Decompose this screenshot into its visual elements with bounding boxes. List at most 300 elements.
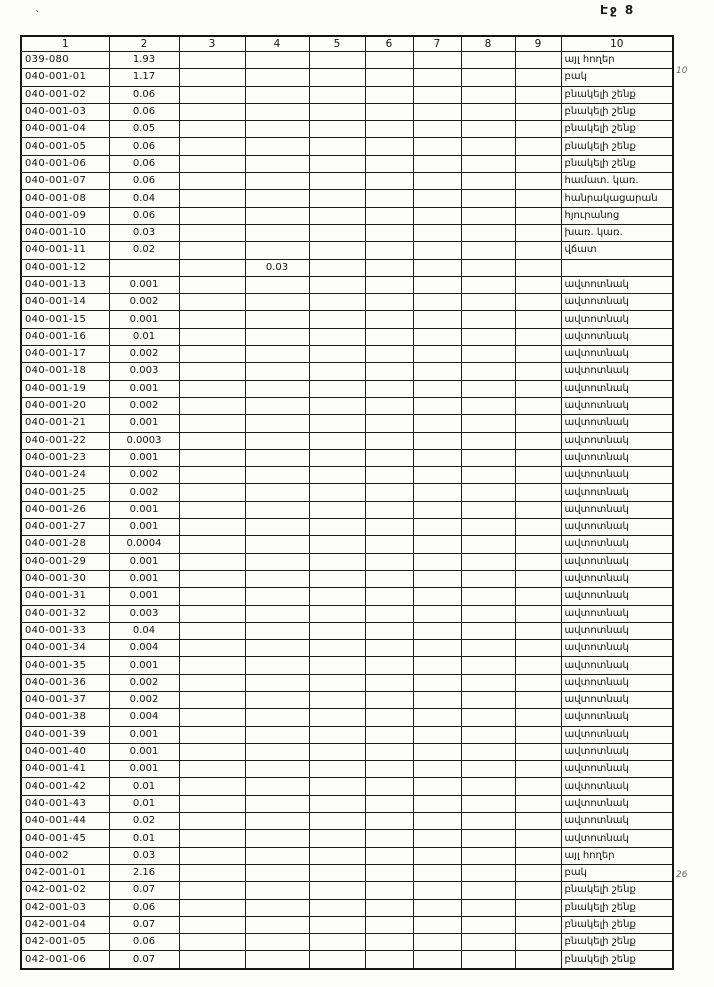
- table-row: [21, 242, 673, 259]
- cell-col5: [309, 328, 365, 345]
- cell-col8: [461, 138, 515, 155]
- cell-code: 040-001-24: [21, 467, 109, 484]
- cell-type: բնակելի շենք: [561, 934, 673, 951]
- cell-type: ավտոտնակ: [561, 657, 673, 674]
- cell-col5: [309, 674, 365, 691]
- cell-col4: [245, 69, 309, 86]
- cell-area: 0.002: [109, 346, 179, 363]
- cell-col7: [413, 588, 461, 605]
- cell-col8: [461, 951, 515, 969]
- cell-col5: [309, 121, 365, 138]
- table-row: [21, 934, 673, 951]
- cell-code: 040-002: [21, 847, 109, 864]
- cell-col9: [515, 328, 561, 345]
- cell-col4: [245, 588, 309, 605]
- cell-col6: [365, 363, 413, 380]
- cell-code: 040-001-17: [21, 346, 109, 363]
- cell-col6: [365, 311, 413, 328]
- cell-col6: [365, 294, 413, 311]
- cell-col4: [245, 951, 309, 969]
- cell-type: ավտոտնակ: [561, 415, 673, 432]
- cell-area: 0.07: [109, 882, 179, 899]
- cell-col3: [179, 657, 245, 674]
- cell-col9: [515, 173, 561, 190]
- table-row: [21, 432, 673, 449]
- cell-col3: [179, 761, 245, 778]
- cell-col3: [179, 830, 245, 847]
- table-row: [21, 726, 673, 743]
- cell-col6: [365, 709, 413, 726]
- cell-col4: [245, 709, 309, 726]
- cell-col5: [309, 484, 365, 501]
- cell-code: 040-001-02: [21, 86, 109, 103]
- page-number-label: Էջ 8: [600, 3, 636, 17]
- table-row: [21, 415, 673, 432]
- cell-col6: [365, 259, 413, 276]
- cell-col9: [515, 276, 561, 293]
- cell-code: 040-001-22: [21, 432, 109, 449]
- cell-col6: [365, 951, 413, 969]
- cell-col9: [515, 570, 561, 587]
- cell-col4: [245, 916, 309, 933]
- cell-type: ավտոտնակ: [561, 709, 673, 726]
- table-row: [21, 882, 673, 899]
- cell-col7: [413, 207, 461, 224]
- cell-col8: [461, 899, 515, 916]
- cell-col4: [245, 691, 309, 708]
- cell-code: 040-001-45: [21, 830, 109, 847]
- cell-col6: [365, 830, 413, 847]
- cell-col8: [461, 674, 515, 691]
- table-row: [21, 103, 673, 120]
- cell-col5: [309, 622, 365, 639]
- cell-area: 0.001: [109, 311, 179, 328]
- cell-col9: [515, 934, 561, 951]
- table-row: [21, 570, 673, 587]
- cell-col4: [245, 86, 309, 103]
- cell-col4: [245, 103, 309, 120]
- cell-area: 0.07: [109, 916, 179, 933]
- cell-col7: [413, 415, 461, 432]
- cell-area: 0.01: [109, 830, 179, 847]
- column-header-7: 7: [413, 36, 461, 52]
- cell-area: 0.05: [109, 121, 179, 138]
- cell-code: 040-001-15: [21, 311, 109, 328]
- cell-col8: [461, 103, 515, 120]
- table-row: [21, 691, 673, 708]
- cell-col5: [309, 934, 365, 951]
- cell-col7: [413, 743, 461, 760]
- cell-col9: [515, 813, 561, 830]
- cell-code: 040-001-38: [21, 709, 109, 726]
- cell-col5: [309, 363, 365, 380]
- cell-col8: [461, 657, 515, 674]
- cell-code: 040-001-40: [21, 743, 109, 760]
- cell-type: ավտոտնակ: [561, 588, 673, 605]
- cell-type: ավտոտնակ: [561, 640, 673, 657]
- cell-code: 040-001-04: [21, 121, 109, 138]
- table-row: [21, 536, 673, 553]
- cell-type: ավտոտնակ: [561, 553, 673, 570]
- table-row: [21, 467, 673, 484]
- cell-col5: [309, 795, 365, 812]
- cell-code: 040-001-14: [21, 294, 109, 311]
- table-row: [21, 778, 673, 795]
- cell-col6: [365, 155, 413, 172]
- cell-area: [109, 259, 179, 276]
- cell-col6: [365, 484, 413, 501]
- cell-col5: [309, 743, 365, 760]
- cell-code: 042-001-01: [21, 864, 109, 881]
- cell-col5: [309, 501, 365, 518]
- cell-col4: [245, 224, 309, 241]
- cell-type: ավտոտնակ: [561, 467, 673, 484]
- cell-type: ավտոտնակ: [561, 674, 673, 691]
- table-header-row: [21, 36, 673, 52]
- cell-col6: [365, 432, 413, 449]
- cell-area: 0.07: [109, 951, 179, 969]
- cell-col4: [245, 934, 309, 951]
- cell-col5: [309, 138, 365, 155]
- table-row: [21, 622, 673, 639]
- table-row: [21, 363, 673, 380]
- cell-col4: [245, 864, 309, 881]
- cell-col5: [309, 882, 365, 899]
- cell-type: ավտոտնակ: [561, 795, 673, 812]
- cell-code: 040-001-16: [21, 328, 109, 345]
- cell-col5: [309, 553, 365, 570]
- cell-col7: [413, 86, 461, 103]
- cell-col5: [309, 173, 365, 190]
- cell-type: ավտոտնակ: [561, 761, 673, 778]
- cell-col7: [413, 52, 461, 69]
- cell-col8: [461, 761, 515, 778]
- cell-col6: [365, 553, 413, 570]
- cell-type: ավտոտնակ: [561, 380, 673, 397]
- cell-col4: 0.03: [245, 259, 309, 276]
- cell-col9: [515, 294, 561, 311]
- cell-code: 040-001-39: [21, 726, 109, 743]
- cell-col8: [461, 519, 515, 536]
- cell-area: 0.04: [109, 622, 179, 639]
- cell-col7: [413, 519, 461, 536]
- cell-col9: [515, 899, 561, 916]
- cell-col6: [365, 570, 413, 587]
- table-row: [21, 190, 673, 207]
- cell-type: այլ հողեր: [561, 847, 673, 864]
- cell-code: 040-001-30: [21, 570, 109, 587]
- cell-col6: [365, 190, 413, 207]
- cell-col3: [179, 69, 245, 86]
- cell-col3: [179, 709, 245, 726]
- cell-code: 040-001-34: [21, 640, 109, 657]
- cell-type: ավտոտնակ: [561, 449, 673, 466]
- cell-code: 040-001-12: [21, 259, 109, 276]
- cell-col5: [309, 52, 365, 69]
- cell-code: 040-001-27: [21, 519, 109, 536]
- table-row: [21, 346, 673, 363]
- table-row: [21, 761, 673, 778]
- cell-col3: [179, 519, 245, 536]
- cell-col8: [461, 432, 515, 449]
- cell-col8: [461, 69, 515, 86]
- cell-col8: [461, 380, 515, 397]
- cell-type: ավտոտնակ: [561, 432, 673, 449]
- cell-col7: [413, 380, 461, 397]
- cell-code: 040-001-33: [21, 622, 109, 639]
- cell-col6: [365, 207, 413, 224]
- table-row: [21, 864, 673, 881]
- cell-col7: [413, 397, 461, 414]
- cell-col3: [179, 52, 245, 69]
- cell-area: 0.06: [109, 103, 179, 120]
- cell-col7: [413, 622, 461, 639]
- cell-col4: [245, 657, 309, 674]
- cell-col8: [461, 190, 515, 207]
- cell-col5: [309, 761, 365, 778]
- cell-col8: [461, 864, 515, 881]
- cell-area: 0.02: [109, 242, 179, 259]
- cell-area: 0.002: [109, 674, 179, 691]
- cell-col5: [309, 726, 365, 743]
- cell-area: 0.004: [109, 709, 179, 726]
- cell-col3: [179, 847, 245, 864]
- cell-col8: [461, 173, 515, 190]
- cell-type: ավտոտնակ: [561, 622, 673, 639]
- cell-col4: [245, 294, 309, 311]
- cell-code: 040-001-20: [21, 397, 109, 414]
- cell-col3: [179, 467, 245, 484]
- cell-col6: [365, 691, 413, 708]
- cell-type: ավտոտնակ: [561, 311, 673, 328]
- cell-col9: [515, 864, 561, 881]
- cell-area: 2.16: [109, 864, 179, 881]
- cell-col9: [515, 726, 561, 743]
- column-header-1: 1: [21, 36, 109, 52]
- cell-col8: [461, 328, 515, 345]
- cell-type: համատ. կառ.: [561, 173, 673, 190]
- cell-col9: [515, 622, 561, 639]
- cell-col6: [365, 882, 413, 899]
- cell-col8: [461, 795, 515, 812]
- cell-col8: [461, 276, 515, 293]
- cell-col6: [365, 52, 413, 69]
- cell-code: 040-001-35: [21, 657, 109, 674]
- cell-col5: [309, 605, 365, 622]
- table-row: [21, 795, 673, 812]
- cell-col4: [245, 449, 309, 466]
- table-row: [21, 657, 673, 674]
- cell-col4: [245, 519, 309, 536]
- cell-col4: [245, 328, 309, 345]
- cell-type: ավտոտնակ: [561, 830, 673, 847]
- cell-code: 040-001-10: [21, 224, 109, 241]
- cell-col8: [461, 259, 515, 276]
- cell-col4: [245, 761, 309, 778]
- cell-col7: [413, 501, 461, 518]
- cell-col4: [245, 415, 309, 432]
- cell-type: ավտոտնակ: [561, 726, 673, 743]
- cell-type: ավտոտնակ: [561, 294, 673, 311]
- cell-col7: [413, 276, 461, 293]
- table-row: [21, 259, 673, 276]
- cell-col8: [461, 294, 515, 311]
- cell-col5: [309, 432, 365, 449]
- table-row: [21, 830, 673, 847]
- cell-col3: [179, 328, 245, 345]
- cell-area: 0.03: [109, 224, 179, 241]
- cell-type: ավտոտնակ: [561, 605, 673, 622]
- cell-col3: [179, 432, 245, 449]
- cell-type: բակ: [561, 69, 673, 86]
- cell-col5: [309, 467, 365, 484]
- cell-col7: [413, 121, 461, 138]
- table-row: [21, 674, 673, 691]
- cell-col3: [179, 484, 245, 501]
- cell-col8: [461, 207, 515, 224]
- column-header-2: 2: [109, 36, 179, 52]
- table-row: [21, 69, 673, 86]
- cell-area: 0.01: [109, 778, 179, 795]
- cell-col6: [365, 346, 413, 363]
- cell-col6: [365, 276, 413, 293]
- cell-col9: [515, 380, 561, 397]
- cell-col5: [309, 519, 365, 536]
- cell-col8: [461, 242, 515, 259]
- cell-col3: [179, 363, 245, 380]
- cell-area: 0.06: [109, 207, 179, 224]
- cell-col8: [461, 622, 515, 639]
- cell-col6: [365, 864, 413, 881]
- cell-area: 0.01: [109, 328, 179, 345]
- cell-col7: [413, 570, 461, 587]
- cell-col4: [245, 743, 309, 760]
- cell-area: 0.02: [109, 813, 179, 830]
- cell-area: 0.001: [109, 761, 179, 778]
- cell-code: 040-001-18: [21, 363, 109, 380]
- cell-col3: [179, 951, 245, 969]
- cell-col8: [461, 640, 515, 657]
- cell-col3: [179, 795, 245, 812]
- cell-col8: [461, 52, 515, 69]
- cell-code: 042-001-06: [21, 951, 109, 969]
- cell-type: հյուրանոց: [561, 207, 673, 224]
- table-row: [21, 397, 673, 414]
- margin-annotation-bottom: 26: [676, 870, 688, 880]
- cell-code: 040-001-37: [21, 691, 109, 708]
- table-row: [21, 743, 673, 760]
- cell-col7: [413, 795, 461, 812]
- cell-col8: [461, 467, 515, 484]
- cell-col3: [179, 813, 245, 830]
- cell-col8: [461, 484, 515, 501]
- cell-col6: [365, 761, 413, 778]
- cell-type: ավտոտնակ: [561, 484, 673, 501]
- cell-col3: [179, 242, 245, 259]
- cell-col7: [413, 363, 461, 380]
- cell-col8: [461, 553, 515, 570]
- cell-type: ավտոտնակ: [561, 536, 673, 553]
- column-header-5: 5: [309, 36, 365, 52]
- cell-col3: [179, 311, 245, 328]
- cell-type: բնակելի շենք: [561, 138, 673, 155]
- column-header-10: 10: [561, 36, 673, 52]
- cell-col4: [245, 795, 309, 812]
- cell-col3: [179, 605, 245, 622]
- cell-type: այլ հողեր: [561, 52, 673, 69]
- cell-col6: [365, 501, 413, 518]
- table-row: [21, 52, 673, 69]
- cell-col7: [413, 778, 461, 795]
- cell-col8: [461, 588, 515, 605]
- cell-code: 040-001-23: [21, 449, 109, 466]
- cell-code: 040-001-01: [21, 69, 109, 86]
- table-row: [21, 155, 673, 172]
- cell-code: 040-001-03: [21, 103, 109, 120]
- cell-col5: [309, 380, 365, 397]
- cell-col3: [179, 207, 245, 224]
- cell-col3: [179, 743, 245, 760]
- cell-col4: [245, 155, 309, 172]
- cell-col8: [461, 847, 515, 864]
- cell-col8: [461, 121, 515, 138]
- cell-col4: [245, 570, 309, 587]
- cell-col3: [179, 103, 245, 120]
- cell-col6: [365, 813, 413, 830]
- cell-type: վճատ: [561, 242, 673, 259]
- cell-area: 0.001: [109, 276, 179, 293]
- column-header-8: 8: [461, 36, 515, 52]
- cell-area: 0.001: [109, 501, 179, 518]
- cell-type: բնակելի շենք: [561, 103, 673, 120]
- cell-col5: [309, 916, 365, 933]
- cell-col9: [515, 224, 561, 241]
- cell-col3: [179, 138, 245, 155]
- cell-area: 0.001: [109, 743, 179, 760]
- cell-col6: [365, 415, 413, 432]
- cell-code: 040-001-32: [21, 605, 109, 622]
- cell-col9: [515, 519, 561, 536]
- cell-type: բնակելի շենք: [561, 899, 673, 916]
- table-row: [21, 519, 673, 536]
- cell-col4: [245, 640, 309, 657]
- cell-col6: [365, 657, 413, 674]
- cell-area: 0.002: [109, 294, 179, 311]
- cell-col9: [515, 709, 561, 726]
- cell-type: բնակելի շենք: [561, 951, 673, 969]
- cell-col5: [309, 709, 365, 726]
- cell-code: 040-001-36: [21, 674, 109, 691]
- table-row: [21, 328, 673, 345]
- cell-col9: [515, 778, 561, 795]
- cell-col7: [413, 640, 461, 657]
- cell-type: խառ. կառ.: [561, 224, 673, 241]
- cell-col5: [309, 155, 365, 172]
- cell-col7: [413, 449, 461, 466]
- cell-col5: [309, 899, 365, 916]
- cell-col4: [245, 501, 309, 518]
- table-row: [21, 813, 673, 830]
- cell-type: ավտոտնակ: [561, 691, 673, 708]
- cell-col3: [179, 916, 245, 933]
- cell-area: 0.01: [109, 795, 179, 812]
- cell-col7: [413, 691, 461, 708]
- cell-col7: [413, 934, 461, 951]
- cell-col9: [515, 346, 561, 363]
- cell-col4: [245, 138, 309, 155]
- cell-col7: [413, 173, 461, 190]
- cell-col6: [365, 588, 413, 605]
